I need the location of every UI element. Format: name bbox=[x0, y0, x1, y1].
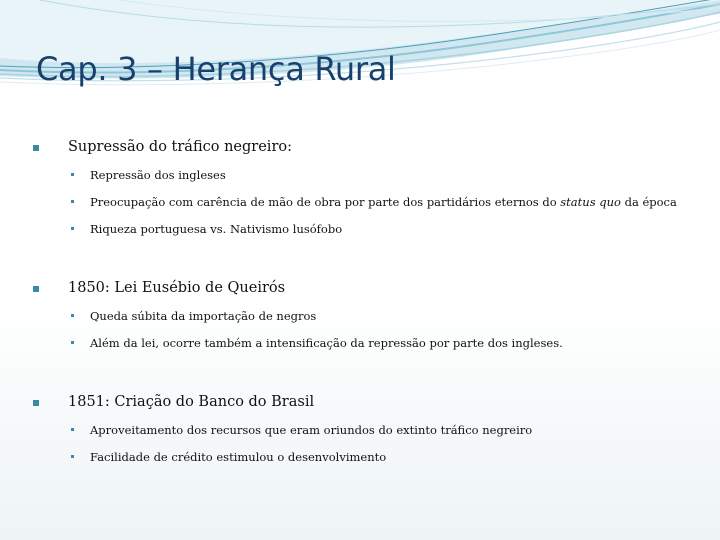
section-heading-text: 1850: Lei Eusébio de Queirós bbox=[68, 280, 286, 296]
square-bullet-icon bbox=[33, 286, 39, 292]
small-bullet-icon bbox=[71, 455, 74, 458]
list-item-text-part: Preocupação com carência de mão de obra por parte dos partidários eternos do bbox=[90, 195, 561, 209]
section-heading-text: Supressão do tráfico negreiro: bbox=[68, 139, 292, 155]
small-bullet-icon bbox=[71, 314, 74, 317]
section-heading-text: 1851: Criação do Banco do Brasil bbox=[68, 394, 315, 410]
list-item-text: Riqueza portuguesa vs. Nativismo lusófobo bbox=[90, 222, 343, 236]
small-bullet-icon bbox=[71, 173, 74, 176]
list-item-italic-text: status quo bbox=[560, 195, 621, 209]
small-bullet-icon bbox=[71, 341, 74, 344]
small-bullet-icon bbox=[71, 428, 74, 431]
page-title: Cap. 3 – Herança Rural bbox=[36, 50, 396, 88]
list-item-text: Aproveitamento dos recursos que eram oriundos do extinto tráfico negreiro bbox=[90, 423, 533, 437]
small-bullet-icon bbox=[71, 200, 74, 203]
list-item-text bbox=[90, 195, 677, 209]
list-item-text: Facilidade de crédito estimulou o desenvolvimento bbox=[90, 450, 387, 464]
list-item-text-part: da época bbox=[620, 195, 677, 209]
square-bullet-icon bbox=[33, 145, 39, 151]
list-item-text: Além da lei, ocorre também a intensificação da repressão por parte dos ingleses. bbox=[90, 336, 563, 350]
list-item-text: Repressão dos ingleses bbox=[90, 168, 226, 182]
square-bullet-icon bbox=[33, 400, 39, 406]
small-bullet-icon bbox=[71, 227, 74, 230]
list-item-text: Queda súbita da importação de negros bbox=[90, 309, 317, 323]
